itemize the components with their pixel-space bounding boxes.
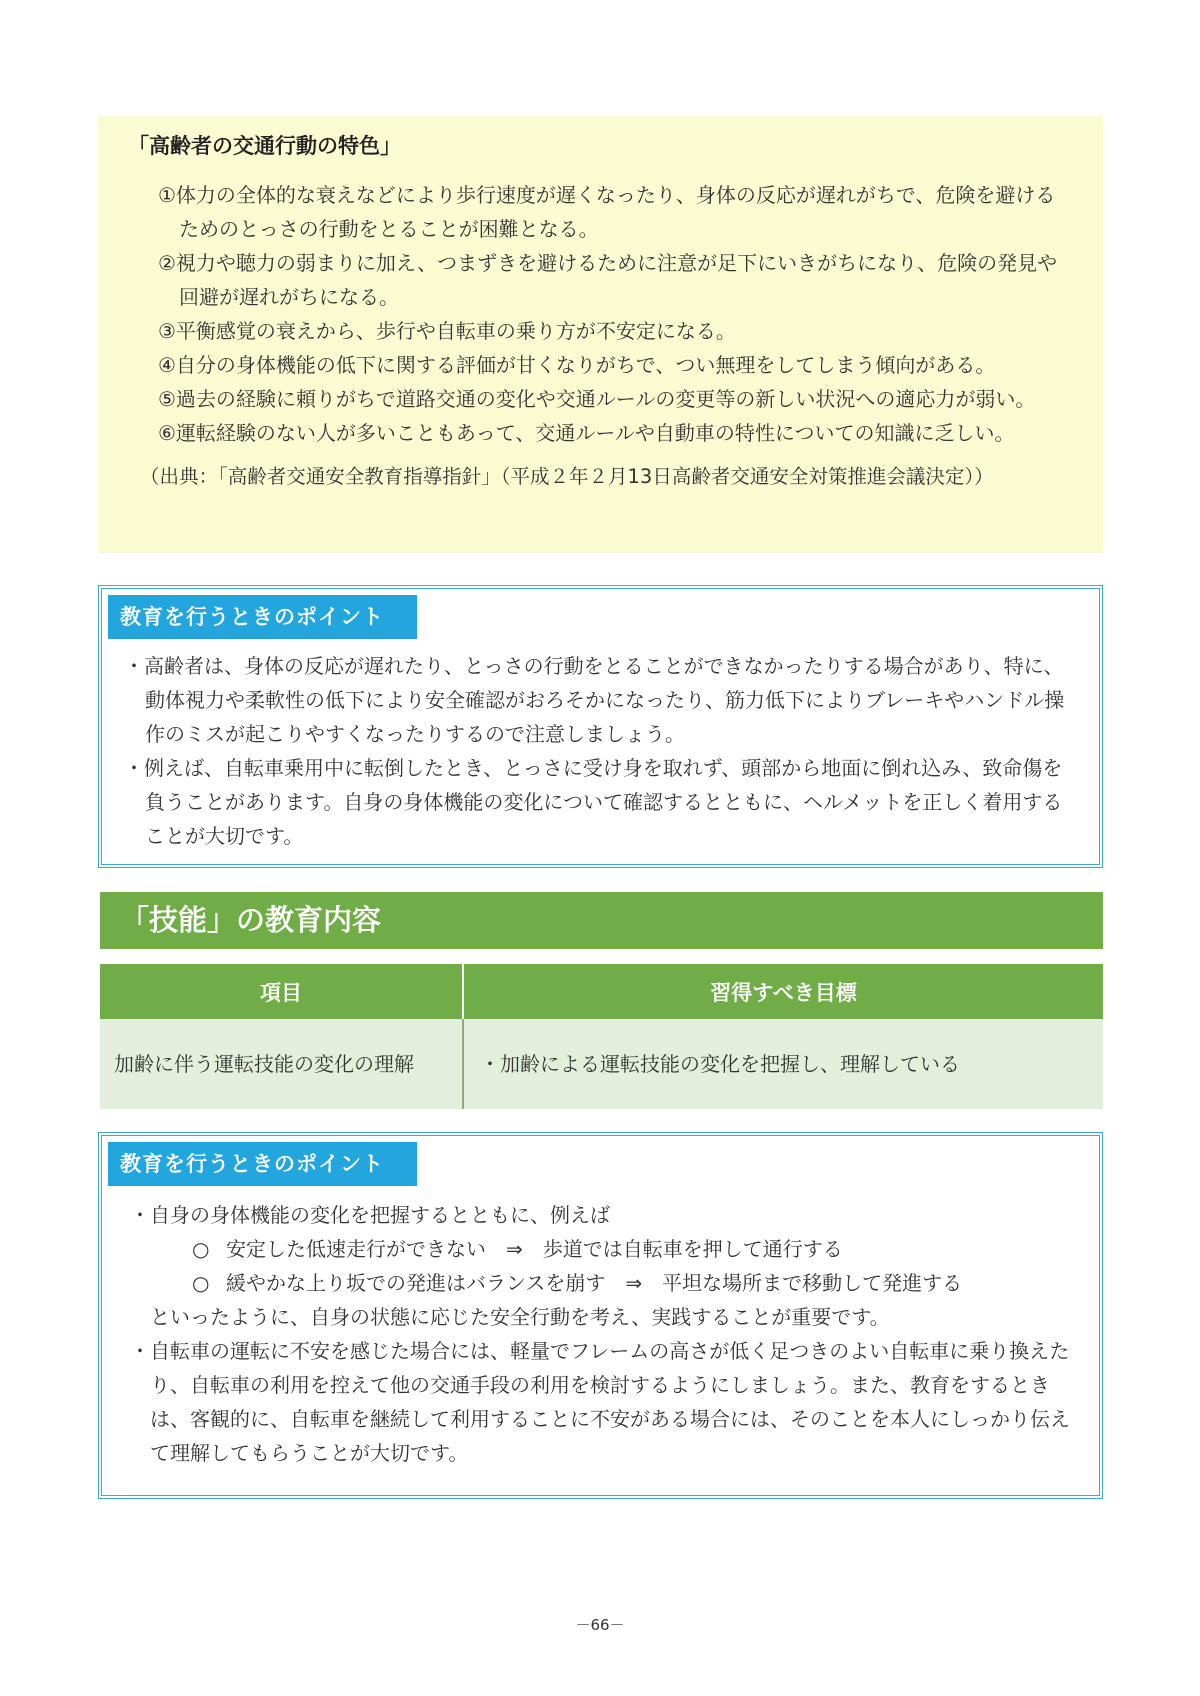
point-bullet: ・高齢者は、身体の反応が遅れたり、とっさの行動をとることができなかったりする場合があり、特に、動体視力や柔軟性の低下により安全確認がおろそかになったり、筋力低下によりブレーキやハンドル操作のミスが起こりやすくなったりするので注意しましょう。	[124, 654, 1065, 746]
education-point-body	[130, 1198, 1079, 1470]
education-point-box-1	[98, 585, 1103, 868]
traits-title: 「高齢者の交通行動の特色」	[128, 134, 401, 158]
trait-item: ⑤過去の経験に頼りがちで道路交通の変化や交通ルールの変更等の新しい状況への適応力が弱い。	[158, 387, 1036, 411]
point-bullet: ・自転車の運転に不安を感じた場合には、軽量でフレームの高さが低く足つきのよい自転車に乗り換えたり、自転車の利用を控えて他の交通手段の利用を検討するようにしましょう。また、教育をするときは、客観的に、自転車を継続して利用することに不安がある場合には、そのことを本人にしっかり伝えて理解してもらうことが大切です。	[130, 1339, 1070, 1465]
point-conclusion: といったように、自身の状態に応じた安全行動を考え、実践することが重要です。	[150, 1305, 890, 1329]
example-row	[130, 1266, 1079, 1300]
trait-item: ②視力や聴力の弱まりに加え、つまずきを避けるために注意が足下にいきがちになり、危険の発見や回避が遅れがちになる。	[158, 251, 1058, 309]
education-point-box-2	[98, 1132, 1103, 1499]
trait-item: ①体力の全体的な衰えなどにより歩行速度が遅くなったり、身体の反応が遅れがちで、危険を避けるためのとっさの行動をとることが困難となる。	[158, 183, 1056, 241]
trait-item: ④自分の身体機能の低下に関する評価が甘くなりがちで、つい無理をしてしまう傾向がある。	[158, 353, 996, 377]
page-number: －66－	[575, 1616, 625, 1634]
traits-source: （出典：「高齢者交通安全教育指導指針」（平成２年２月13日高齢者交通安全対策推進会議決定））	[140, 465, 994, 488]
example-row	[130, 1232, 1079, 1266]
point-intro: ・自身の身体機能の変化を把握するとともに、例えば	[130, 1203, 610, 1227]
circle-mark: ○	[192, 1271, 210, 1295]
trait-item: ③平衡感覚の衰えから、歩行や自転車の乗り方が不安定になる。	[158, 319, 736, 343]
table-cell-goal: ・加齢による運転技能の変化を把握し、理解している	[463, 1019, 1103, 1109]
section-title: 「技能」の教育内容	[100, 892, 1103, 949]
point-bullet: ・例えば、自転車乗用中に転倒したとき、とっさに受け身を取れず、頭部から地面に倒れ込み、致命傷を負うことがあります。自身の身体機能の変化について確認するとともに、ヘルメットを正しく着用することが大切です。	[124, 756, 1063, 848]
table-header-row	[100, 964, 1103, 1019]
table-row	[100, 1019, 1103, 1109]
education-point-label: 教育を行うときのポイント	[108, 1142, 417, 1186]
table-cell-item: 加齢に伴う運転技能の変化の理解	[100, 1019, 463, 1109]
example-text: 緩やかな上り坂での発進はバランスを崩す ⇒ 平坦な場所まで移動して発進する	[226, 1271, 963, 1295]
table-header-goal: 習得すべき目標	[463, 964, 1103, 1019]
skill-table	[100, 964, 1103, 1109]
trait-item: ⑥運転経験のない人が多いこともあって、交通ルールや自動車の特性についての知識に乏しい。	[158, 421, 1015, 445]
table-header-item: 項目	[100, 964, 463, 1019]
elderly-traffic-traits-box	[98, 116, 1103, 553]
circle-mark: ○	[192, 1237, 210, 1261]
example-text: 安定した低速走行ができない ⇒ 歩道では自転車を押して通行する	[226, 1237, 843, 1261]
education-point-body	[124, 649, 1079, 853]
education-point-label: 教育を行うときのポイント	[108, 595, 417, 639]
